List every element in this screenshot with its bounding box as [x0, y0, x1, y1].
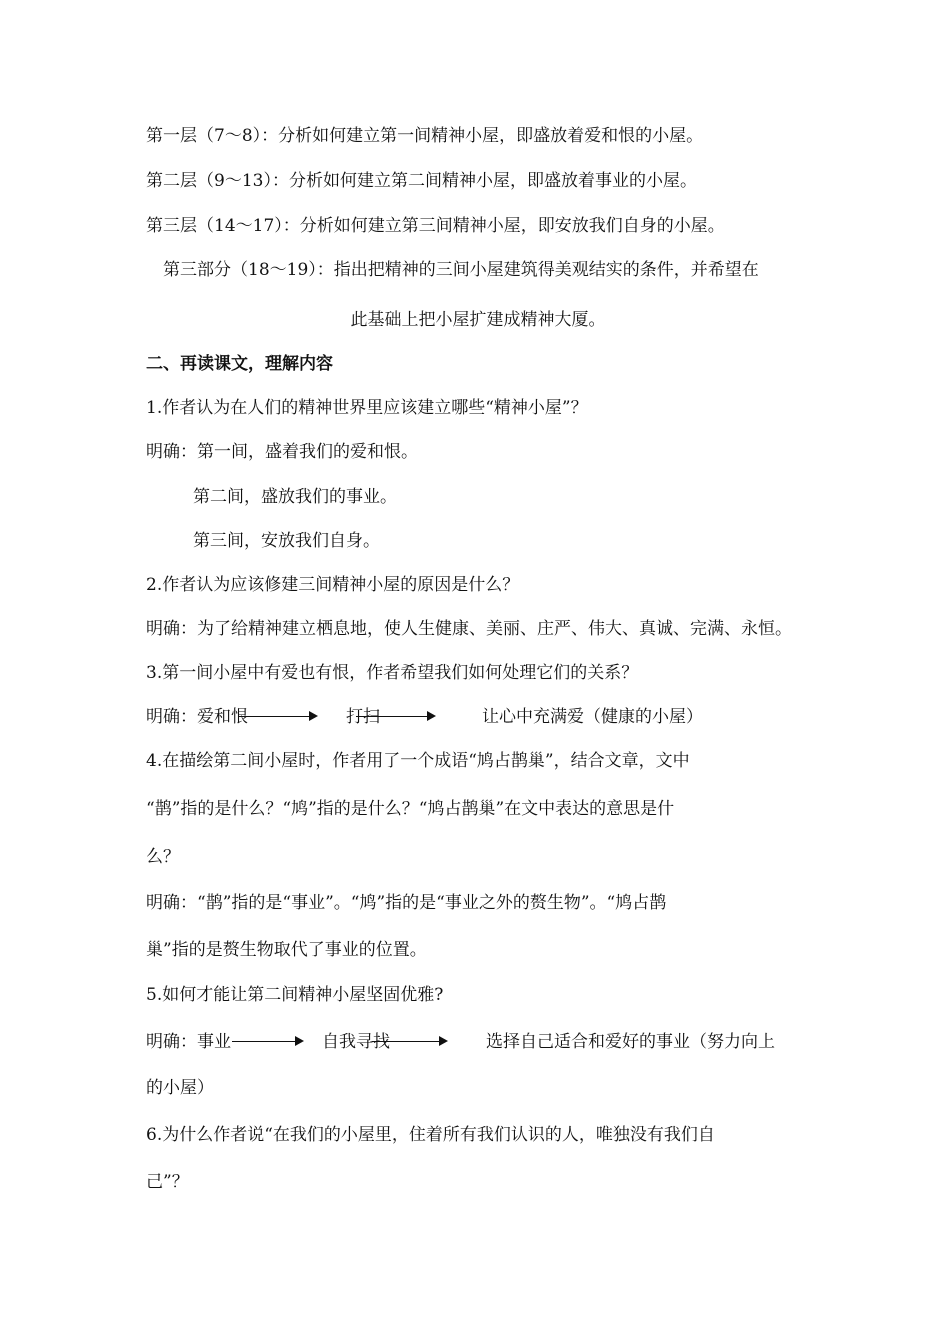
q4-answer-1: 明确：“鹊”指的是“事业”。“鸠”指的是“事业之外的赘生物”。“鸠占鹊	[146, 893, 667, 913]
section-heading: 二、再读课文，理解内容	[146, 354, 333, 374]
q5-answer-prefix: 明确：事业	[146, 1032, 231, 1052]
q5-question: 5.如何才能让第二间精神小屋坚固优雅?	[146, 985, 444, 1005]
q3-answer-prefix: 明确：爱和恨	[146, 707, 248, 727]
q4-answer-2: 巢”指的是赘生物取代了事业的位置。	[146, 940, 427, 960]
layer-1-line: 第一层（7～8）：分析如何建立第一间精神小屋，即盛放着爱和恨的小屋。	[146, 126, 704, 146]
q3-answer-end: 让心中充满爱（健康的小屋）	[482, 707, 703, 727]
q2-answer: 明确：为了给精神建立栖息地，使人生健康、美丽、庄严、伟大、真诚、完满、永恒。	[146, 619, 792, 639]
q3-answer	[146, 705, 810, 729]
q5-answer-line2: 的小屋）	[146, 1078, 214, 1098]
q5-answer-end: 选择自己适合和爱好的事业（努力向上	[486, 1032, 775, 1052]
q4-line2: “鹊”指的是什么？“鸠”指的是什么？“鸠占鹊巢”在文中表达的意思是什	[146, 799, 675, 819]
part3-line1: 第三部分（18～19）：指出把精神的三间小屋建筑得美观结实的条件，并希望在	[163, 260, 759, 280]
layer-3-line: 第三层（14～17）：分析如何建立第三间精神小屋，即安放我们自身的小屋。	[146, 216, 725, 236]
arrow-icon	[232, 1041, 302, 1042]
q5-answer	[146, 1030, 810, 1054]
q3-answer-mid: 打扫	[346, 707, 380, 727]
layer-2-line: 第二层（9～13）：分析如何建立第二间精神小屋，即盛放着事业的小屋。	[146, 171, 697, 191]
q1-answer-2: 第二间，盛放我们的事业。	[193, 487, 397, 507]
q2-question: 2.作者认为应该修建三间精神小屋的原因是什么？	[146, 575, 520, 595]
q5-answer-mid: 自我寻找	[322, 1032, 390, 1052]
part3-line2: 此基础上把小屋扩建成精神大厦。	[350, 310, 606, 330]
arrow-icon	[356, 716, 434, 717]
q6-line1: 6.为什么作者说“在我们的小屋里，住着所有我们认识的人，唯独没有我们自	[146, 1125, 715, 1145]
q1-answer-1: 明确：第一间，盛着我们的爱和恨。	[146, 442, 418, 462]
q4-line3: 么？	[146, 847, 180, 867]
q1-answer-3: 第三间，安放我们自身。	[193, 531, 380, 551]
q3-question: 3.第一间小屋中有爱也有恨，作者希望我们如何处理它们的关系？	[146, 663, 639, 683]
arrow-icon	[372, 1041, 446, 1042]
q1-question: 1.作者认为在人们的精神世界里应该建立哪些“精神小屋”？	[146, 398, 588, 418]
q6-line2: 己”？	[146, 1172, 189, 1192]
q4-line1: 4.在描绘第二间小屋时，作者用了一个成语“鸠占鹊巢”，结合文章，文中	[146, 751, 690, 771]
arrow-icon	[238, 716, 316, 717]
